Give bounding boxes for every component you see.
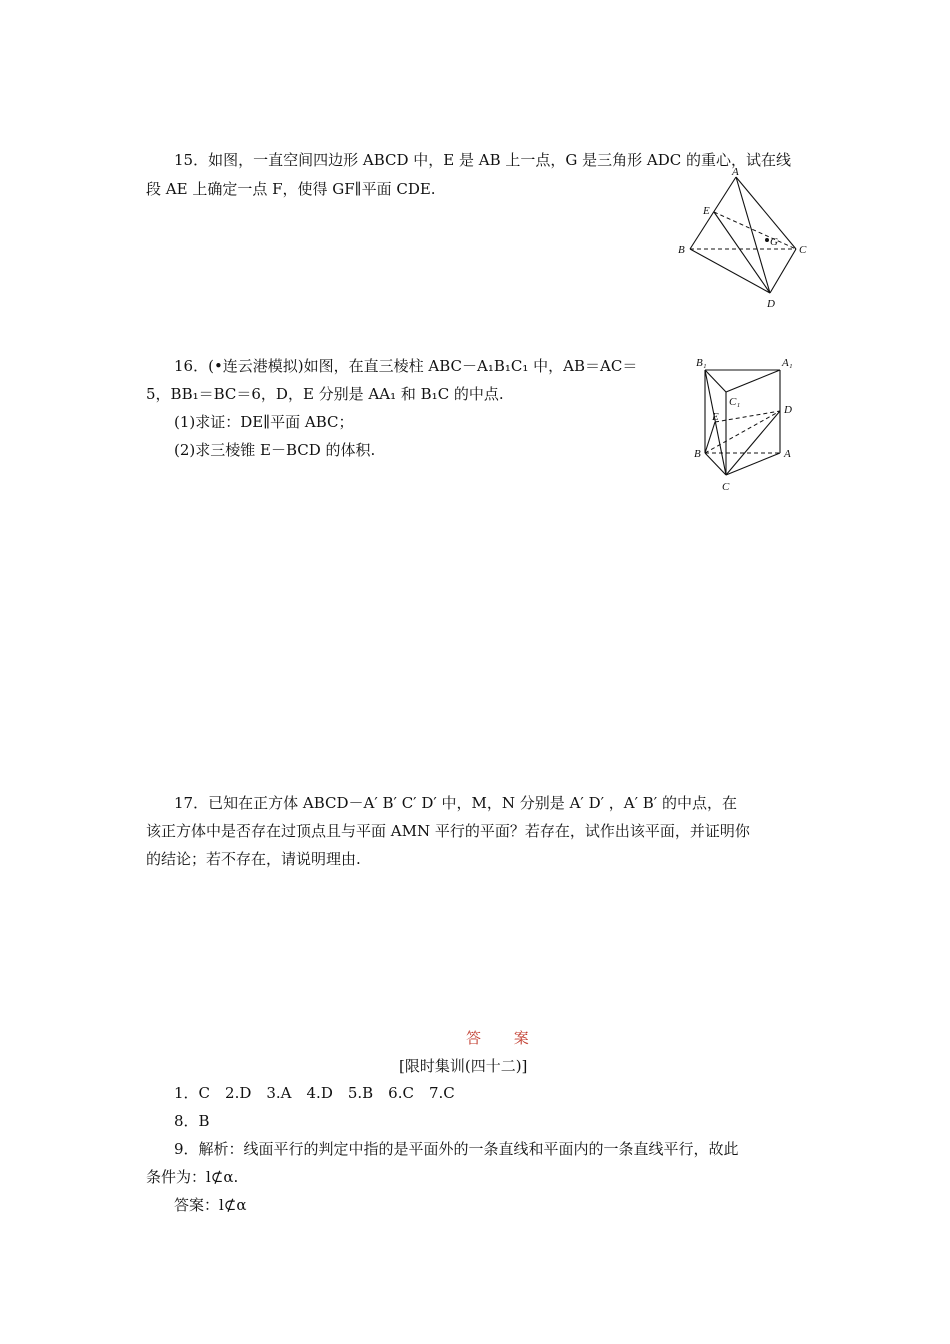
- label-e: E: [703, 205, 710, 217]
- label-b: B: [678, 244, 685, 256]
- label-b: B: [694, 448, 701, 460]
- edge-bd: [690, 249, 770, 293]
- label-a: A: [732, 166, 739, 178]
- label-g: G: [770, 236, 778, 248]
- edge-ac: [736, 177, 796, 249]
- centroid-g-point: [765, 238, 769, 242]
- edge-b-c: [705, 453, 726, 475]
- problem-16-line-1: 16．(•连云港模拟)如图，在直三棱柱 ABC－A₁B₁C₁ 中，AB＝AC＝: [174, 357, 638, 375]
- figure-16-prism: [690, 350, 810, 500]
- problem-16-line-3: (1)求证：DE∥平面 ABC；: [174, 413, 354, 431]
- problem-17-line-2: 该正方体中是否存在过顶点且与平面 AMN 平行的平面？若存在，试作出该平面，并证明你: [146, 822, 750, 840]
- figure-15-tetrahedron: [672, 165, 812, 315]
- edge-c1-a1: [726, 370, 780, 392]
- edge-c-d: [726, 411, 780, 475]
- answers-subtitle: [限时集训(四十二)]: [399, 1057, 528, 1075]
- edge-ab: [690, 177, 736, 249]
- edge-cd: [770, 249, 796, 293]
- label-b1: B₁: [696, 357, 707, 369]
- answers-line-4: 条件为：l⊄α.: [146, 1168, 239, 1186]
- answers-line-2: 8．B: [174, 1112, 210, 1130]
- edge-ad: [736, 177, 770, 293]
- label-e: E: [712, 411, 719, 423]
- answers-line-3: 9．解析：线面平行的判定中指的是平面外的一条直线和平面内的一条直线平行，故此: [174, 1140, 739, 1158]
- label-d: D: [784, 404, 792, 416]
- answers-line-5: 答案：l⊄α: [174, 1196, 247, 1214]
- answers-title: 答 案: [466, 1029, 543, 1047]
- problem-16-line-2: 5，BB₁＝BC＝6，D，E 分别是 AA₁ 和 B₁C 的中点.: [146, 385, 504, 403]
- label-c: C: [722, 481, 730, 493]
- label-c: C: [799, 244, 807, 256]
- problem-15-line-2: 段 AE 上确定一点 F，使得 GF∥平面 CDE.: [146, 180, 436, 198]
- label-a1: A₁: [782, 357, 793, 369]
- edge-b1-c1: [705, 370, 726, 392]
- label-c1: C₁: [729, 396, 741, 408]
- edge-c-a: [726, 453, 780, 475]
- label-a: A: [784, 448, 791, 460]
- label-d: D: [767, 298, 775, 310]
- answers-line-1: 1．C 2.D 3.A 4.D 5.B 6.C 7.C: [174, 1084, 455, 1102]
- problem-16-line-4: (2)求三棱锥 E－BCD 的体积.: [174, 441, 376, 459]
- problem-17-line-1: 17．已知在正方体 ABCD－A′ B′ C′ D′ 中，M，N 分别是 A′ D′ ，A′ B′ 的中点，在: [174, 794, 737, 812]
- edge-e-d: [715, 411, 780, 422]
- problem-15-line-1: 15．如图，一直空间四边形 ABCD 中，E 是 AB 上一点，G 是三角形 ADC 的重心，试在线: [174, 151, 791, 169]
- problem-17-line-3: 的结论；若不存在，请说明理由.: [146, 850, 361, 868]
